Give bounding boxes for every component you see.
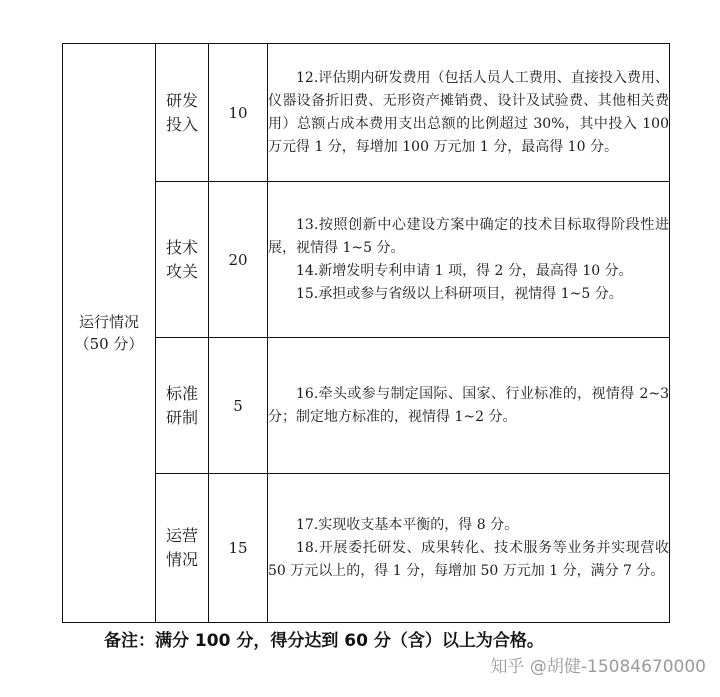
category-label: 运行情况 — [78, 313, 139, 331]
subcategory-line: 攻关 — [165, 261, 198, 281]
criterion-item: 18.开展委托研发、成果转化、技术服务等业务并实现营收 50 万元以上的，得 1 分，每增加 50 万元加 1 分，满分 7 分。 — [268, 539, 669, 579]
subcategory-line: 投入 — [165, 114, 198, 134]
criterion-item: 15.承担或参与省级以上科研项目，视情得 1~5 分。 — [296, 285, 623, 302]
subcategory-line: 情况 — [165, 550, 198, 569]
footnote: 备注：满分 100 分，得分达到 60 分（含）以上为合格。 — [104, 631, 544, 651]
criteria-cell — [268, 182, 670, 338]
table-row — [63, 44, 670, 182]
points-cell: 10 — [209, 44, 268, 182]
criterion-item: 14.新增发明专利申请 1 项，得 2 分，最高得 10 分。 — [296, 262, 633, 279]
criterion-item: 13.按照创新中心建设方案中确定的技术目标取得阶段性进展，视情得 1~5 分。 — [268, 216, 669, 256]
criteria-cell — [268, 474, 670, 623]
subcategory-line: 运营 — [165, 526, 198, 545]
subcategory-cell — [156, 44, 209, 182]
subcategory-cell — [156, 182, 209, 338]
subcategory-cell — [156, 338, 209, 474]
category-score: （50 分） — [74, 335, 144, 353]
points-cell: 15 — [209, 474, 268, 623]
points-cell: 5 — [209, 338, 268, 474]
subcategory-cell — [156, 474, 209, 623]
subcategory-line: 标准 — [165, 383, 198, 403]
subcategory-line: 研发 — [165, 90, 198, 110]
criteria-cell — [268, 338, 670, 474]
watermark: 知乎 @胡健-15084670000 — [490, 657, 706, 677]
scoring-table — [62, 43, 670, 623]
subcategory-line: 研制 — [165, 407, 198, 427]
criterion-item: 17.实现收支基本平衡的，得 8 分。 — [296, 516, 519, 533]
criterion-item: 12.评估期内研发费用（包括人员人工费用、直接投入费用、仪器设备折旧费、无形资产摊销费、设计及试验费、其他相关费用）总额占成本费用支出总额的比例超过 30%，其中投入 100 万元得 1 分，每增加 100 万元加 1 分，最高得 10 分。 — [268, 69, 669, 155]
criterion-item: 16.牵头或参与制定国际、国家、行业标准的，视情得 2~3 分；制定地方标准的，视情得 1~2 分。 — [268, 385, 669, 425]
criteria-cell — [268, 44, 670, 182]
subcategory-line: 技术 — [165, 237, 198, 257]
category-cell — [63, 44, 156, 623]
points-cell: 20 — [209, 182, 268, 338]
